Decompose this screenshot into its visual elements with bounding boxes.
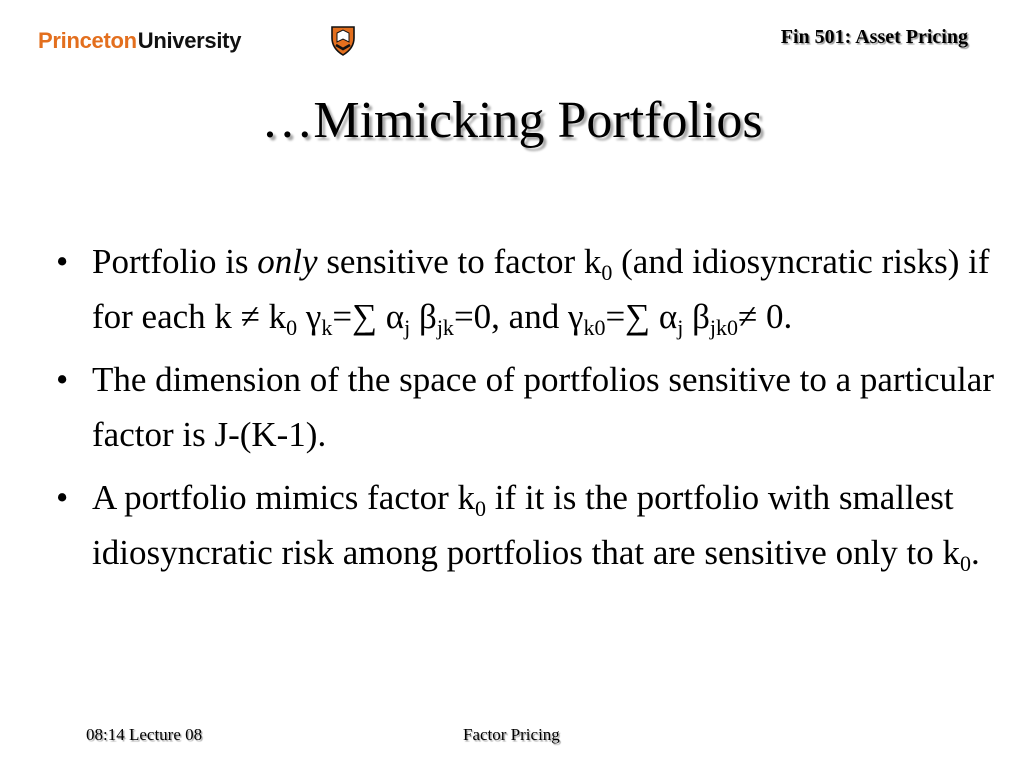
footer-lecture-info: 08:14 Lecture 08: [86, 725, 203, 744]
text-fragment: =0, and γ: [453, 297, 584, 336]
princeton-university-logo: [38, 26, 241, 56]
bullet-list: [46, 234, 1006, 580]
text-fragment: .: [971, 533, 980, 572]
subscript: k: [321, 315, 333, 341]
subscript: jk: [436, 315, 454, 341]
subscript: 0: [286, 315, 298, 341]
subscript: j: [677, 315, 684, 341]
bullet-item: [46, 352, 1006, 462]
text-fragment: γ: [297, 297, 322, 336]
course-title: Fin 501: Asset Pricing: [780, 26, 968, 48]
bullet-item: [46, 470, 1006, 580]
text-fragment: sensitive to factor k: [317, 242, 602, 281]
subscript: k0: [583, 315, 606, 341]
emphasis-text: only: [257, 242, 318, 281]
bullet-item: [46, 234, 1006, 344]
bullet-dot: •: [56, 360, 69, 399]
text-fragment: The dimension of the space of portfolios sensitive to a particular factor is J-(K-1).: [92, 360, 994, 454]
text-fragment: =∑ α: [332, 297, 405, 336]
logo-university-text: University: [137, 28, 242, 53]
text-fragment: (and idiosyncratic risks) if for each k ≠ k: [92, 242, 990, 336]
princeton-shield-icon: [330, 24, 356, 56]
subscript: jk0: [709, 315, 739, 341]
text-fragment: Portfolio is: [92, 242, 258, 281]
text-fragment: =∑ α: [605, 297, 678, 336]
slide-title: …Mimicking Portfolios: [261, 92, 763, 149]
bullet-dot: •: [56, 242, 69, 281]
bullet-dot: •: [56, 478, 69, 517]
text-fragment: A portfolio mimics factor k: [92, 478, 475, 517]
subscript: j: [404, 315, 411, 341]
subscript: 0: [960, 551, 972, 577]
subscript: 0: [601, 260, 613, 286]
text-fragment: if it is the portfolio with smallest idiosyncratic risk among portfolios that are sensitive only to k: [92, 478, 961, 572]
text-fragment: ≠ 0.: [738, 297, 793, 336]
subscript: 0: [474, 496, 486, 522]
footer-topic: Factor Pricing: [463, 725, 560, 744]
text-fragment: β: [683, 297, 710, 336]
text-fragment: β: [410, 297, 437, 336]
logo-princeton-text: Princeton: [38, 28, 137, 53]
